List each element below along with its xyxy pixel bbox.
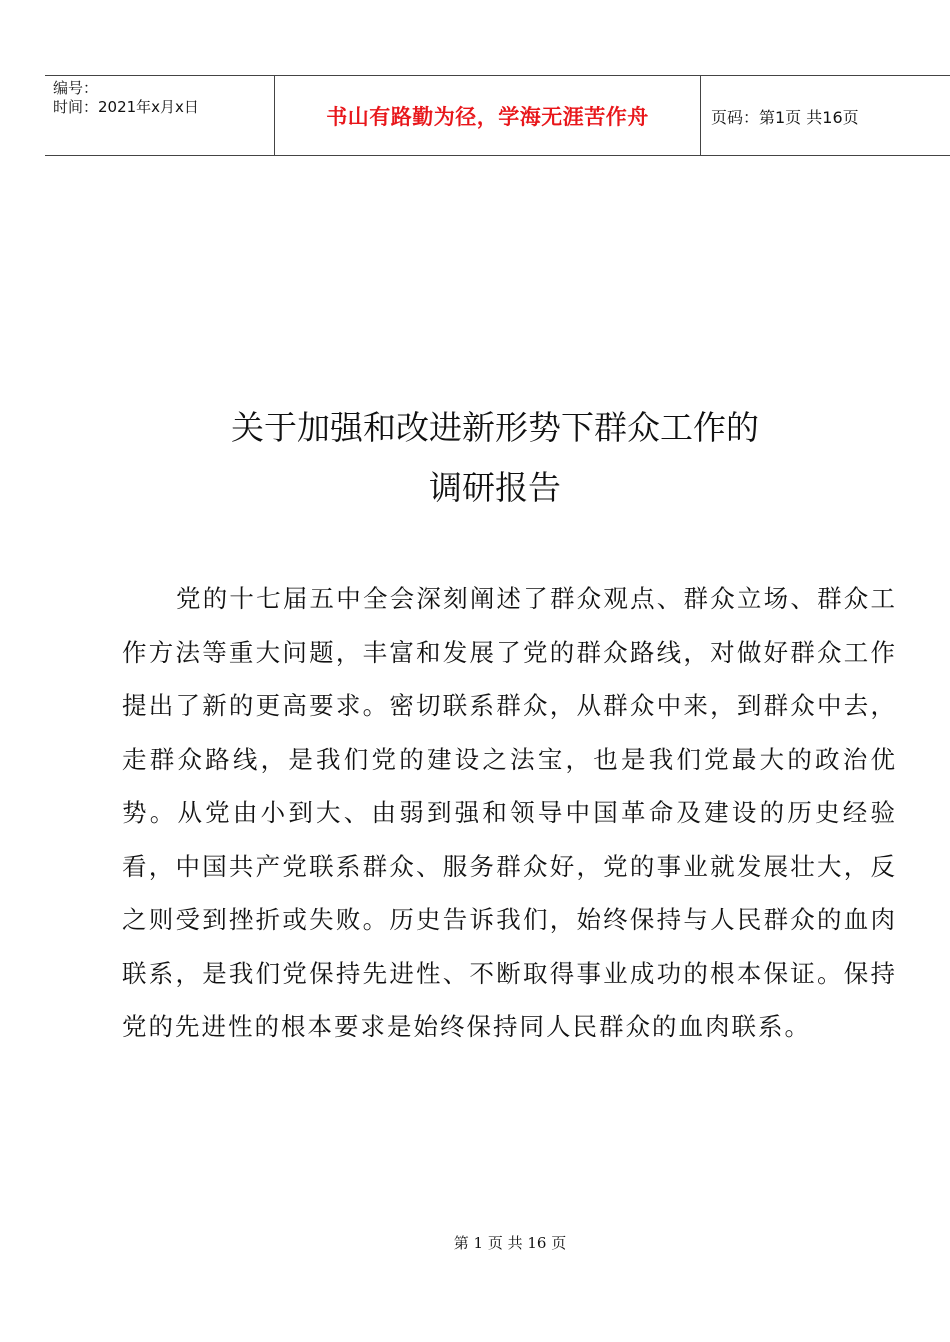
document-time-label: 时间：2021年x月x日: [53, 98, 199, 116]
header-page-info: 页码：第1页 共16页: [711, 108, 859, 127]
page-footer: 第 1 页 共 16 页: [453, 1234, 567, 1252]
document-title-line-1: 关于加强和改进新形势下群众工作的: [231, 408, 759, 447]
document-title-line-2: 调研报告: [429, 468, 561, 507]
header-meta: [53, 79, 199, 117]
document-number-label: 编号：: [53, 79, 99, 97]
header-motto: 书山有路勤为径，学海无涯苦作舟: [326, 105, 649, 129]
page-header: [45, 75, 950, 156]
body-paragraph: 党的十七届五中全会深刻阐述了群众观点、群众立场、群众工作方法等重大问题，丰富和发展了党的群众路线，对做好群众工作提出了新的更高要求。密切联系群众，从群众中来，到群众中去，走群众路线，是我们党的建设之法宝，也是我们党最大的政治优势。从党由小到大、由弱到强和领导中国革命及建设的历史经验看，中国共产党联系群众、服务群众好，党的事业就发展壮大，反之则受到挫折或失败。历史告诉我们，始终保持与人民群众的血肉联系，是我们党保持先进性、不断取得事业成功的根本保证。保持党的先进性的根本要求是始终保持同人民群众的血肉联系。: [122, 584, 897, 1041]
header-divider: [700, 76, 701, 155]
